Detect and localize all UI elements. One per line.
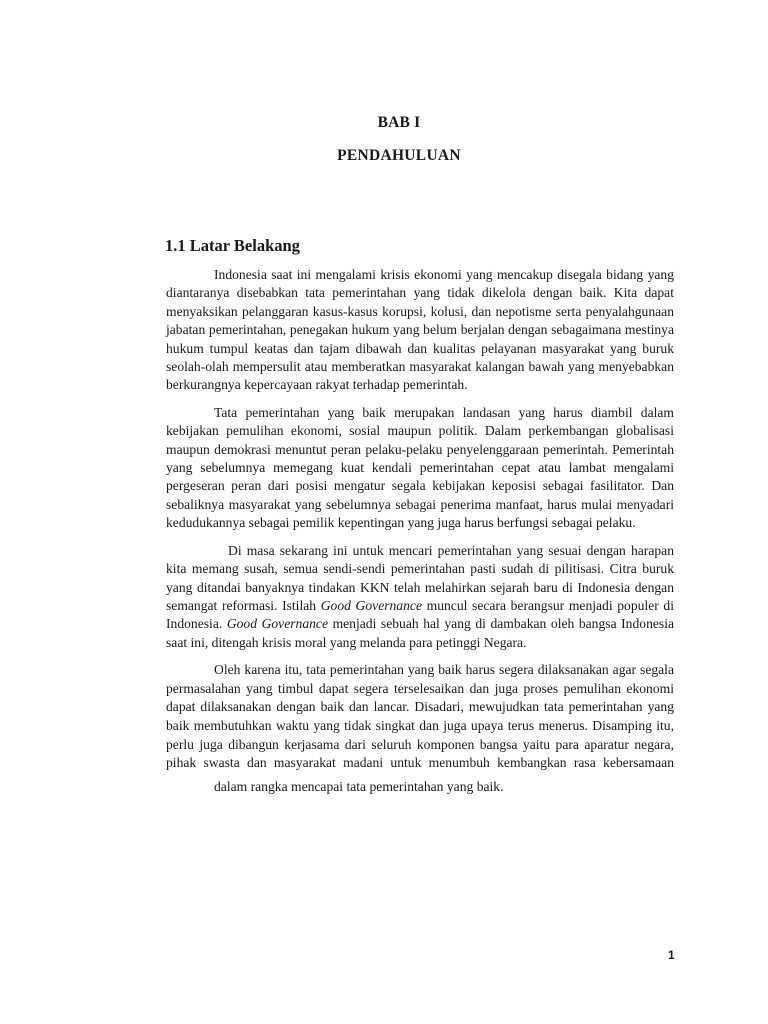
- paragraph-4-text-b: dalam rangka mencapai tata pemerintahan yang baik.: [214, 778, 504, 794]
- section-heading: 1.1 Latar Belakang: [165, 236, 300, 255]
- paragraph-4: [166, 661, 674, 796]
- paragraph-1: Indonesia saat ini mengalami krisis ekonomi yang mencakup disegala bidang yang diantaranya disebabkan tata pemerintahan yang tidak dikelola dengan baik. Kita dapat menyaksikan pelanggaran kasus-kasus korupsi, kolusi, dan nepotisme serta penyalahgunaan jabatan pemerintahan, penegakan hukum yang belum berjalan dengan sebagaimana mestinya hukum tumpul keatas dan tajam dibawah dan kualitas pelayanan masyarakat yang buruk seolah-olah mempersulit atau memberatkan masyarakat kalangan bawah yang menyebabkan berkurangnya kepercayaan rakyat terhadap pemerintah.: [166, 267, 674, 393]
- paragraph-3: [166, 542, 674, 652]
- page-number: 1: [668, 948, 675, 962]
- good-governance-term-1: Good Governance: [320, 597, 422, 613]
- good-governance-term-2: Good Governance: [226, 616, 329, 632]
- body-text: [166, 266, 674, 805]
- paragraph-2: Tata pemerintahan yang baik merupakan landasan yang harus diambil dalam kebijakan pemulihan ekonomi, sosial maupun politik. Dalam perkembangan globalisasi maupun demokrasi menuntut peran pelaku-pelaku penyelenggaraan pemerintah. Pemerintah yang sebelumnya memegang kuat kendali pemerintahan cepat atau lambat mengalami pergeseran peran dari posisi mengatur segala kebijakan keposisi sebagai fasilitator. Dan sebaliknya masyarakat yang sebelumnya sebagai penerima manfaat, harus mulai menyadari kedudukannya sebagai pemilik kepentingan yang juga harus berfungsi sebagai pelaku.: [166, 404, 674, 531]
- paragraph-4-text-a: Oleh karena itu, tata pemerintahan yang baik harus segera dilaksanakan agar segala permasalahan yang timbul dapat segera terselesaikan dan juga proses pemulihan ekonomi dapat dilaksanakan dengan baik dan lancar. Disadari, mewujudkan tata pemerintahan yang baik membutuhkan waktu yang tidak singkat dan juga upaya terus menerus. Disamping itu, perlu juga dibangun kerjasama dari seluruh komponen bangsa yaitu para aparatur negara, pihak swasta dan masyarakat madani untuk menumbuh kembangkan rasa kebersamaan: [166, 662, 674, 771]
- chapter-title: PENDAHULUAN: [337, 147, 461, 164]
- paragraph-3-text-c: menjadi sebuah hal yang di dambakan oleh bangsa Indonesia saat ini, ditengah krisis moral yang melanda para petinggi Negara.: [166, 616, 674, 650]
- paragraph-3-text-a: Di masa sekarang ini untuk mencari pemerintahan yang sesuai dengan harapan kita memang susah, semua sendi-sendi pemerintahan pasti sudah di pilitisasi. Citra buruk yang ditandai banyaknya tindakan KKN telah melahirkan sejarah baru di Indonesia dengan semangat reformasi. Istilah: [166, 542, 674, 613]
- chapter-label: BAB I: [377, 114, 421, 131]
- paragraph-3-text-b: muncul secara berangsur menjadi populer di Indonesia.: [166, 597, 674, 632]
